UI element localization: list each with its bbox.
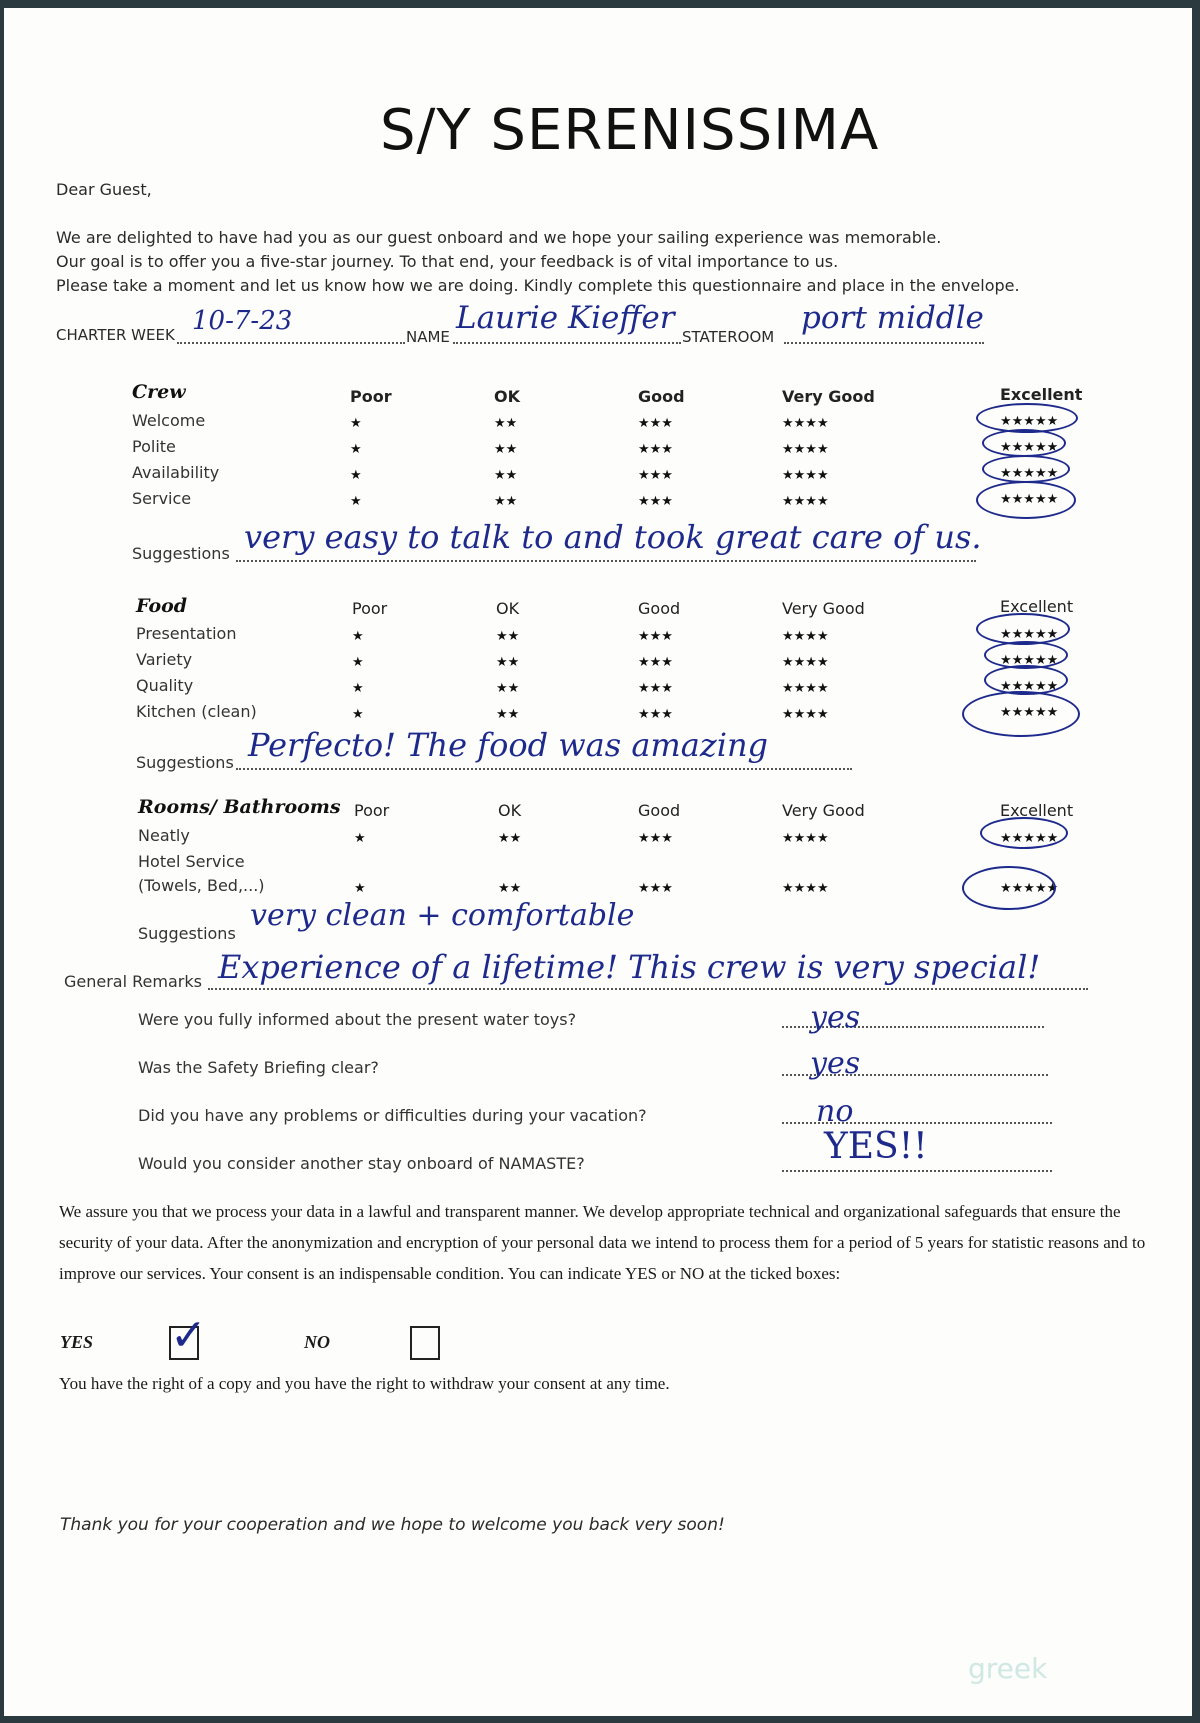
excellent-selection-circle [982, 455, 1070, 483]
crew-suggestions-value[interactable]: very easy to talk to and took great care of us. [244, 518, 982, 556]
rating-star-4[interactable]: ★★★★ [782, 415, 829, 430]
rating-star-1[interactable]: ★ [350, 493, 362, 508]
crew-suggestions-line [236, 560, 976, 562]
rating-star-3[interactable]: ★★★ [638, 706, 673, 721]
question-problems: Did you have any problems or difficulties during your vacation? [138, 1106, 647, 1125]
rating-star-5[interactable]: ★★★★★ [1000, 652, 1059, 667]
intro-line-3: Please take a moment and let us know how we are doing. Kindly complete this questionnaire and place in the envelope. [56, 276, 1020, 295]
rating-star-1[interactable]: ★ [352, 628, 364, 643]
rating-star-4[interactable]: ★★★★ [782, 654, 829, 669]
rating-star-2[interactable]: ★★ [494, 493, 518, 508]
rooms-col-ok: OK [498, 801, 522, 820]
crew-suggestions-label: Suggestions [132, 544, 230, 563]
rating-star-3[interactable]: ★★★ [638, 880, 673, 895]
food-col-very-good: Very Good [782, 599, 865, 618]
rating-star-2[interactable]: ★★ [496, 654, 520, 669]
excellent-selection-circle [962, 691, 1080, 737]
food-suggestions-line [236, 768, 852, 770]
thank-you-text: Thank you for your cooperation and we hope to welcome you back very soon! [60, 1515, 725, 1535]
rooms-suggestions-label: Suggestions [138, 924, 236, 943]
crew-col-ok: OK [494, 387, 520, 406]
intro-line-1: We are delighted to have had you as our guest onboard and we hope your sailing experience was memorable. [56, 228, 942, 247]
check-mark-icon: ✓ [170, 1310, 207, 1361]
page-title: S/Y SERENISSIMA [380, 98, 880, 163]
rating-star-4[interactable]: ★★★★ [782, 467, 829, 482]
rating-star-3[interactable]: ★★★ [638, 680, 673, 695]
stateroom-label: STATEROOM [682, 328, 775, 346]
rating-star-4[interactable]: ★★★★ [782, 830, 829, 845]
greek-watermark: greek [968, 1652, 1048, 1685]
rating-star-4[interactable]: ★★★★ [782, 493, 829, 508]
excellent-selection-circle [980, 817, 1068, 849]
feedback-form-page [4, 8, 1192, 1716]
rating-star-1[interactable]: ★ [352, 680, 364, 695]
charter-week-value[interactable]: 10-7-23 [192, 306, 293, 336]
name-label: NAME [406, 328, 450, 346]
consent-no-checkbox[interactable] [410, 1326, 440, 1360]
consent-no-label: NO [304, 1332, 330, 1352]
excellent-selection-circle [982, 429, 1066, 457]
rating-star-1[interactable]: ★ [354, 830, 366, 845]
rooms-row-towels-bed: (Towels, Bed,...) [138, 876, 265, 895]
answer-water-toys[interactable]: yes [810, 1000, 861, 1035]
rating-star-3[interactable]: ★★★ [638, 493, 673, 508]
consent-text: We assure you that we process your data in a lawful and transparent manner. We develop appropriate technical and organizational safeguards that ensure the security of your data. After the anonymization and encryption of your personal data we intend to process them for a period of 5 years for statistic reasons and to improve our services. Your consent is an indispensable condition. You can indicate YES or NO at the ticked boxes: [59, 1202, 1146, 1283]
rating-star-1[interactable]: ★ [350, 415, 362, 430]
rating-star-3[interactable]: ★★★ [638, 441, 673, 456]
answer-problems[interactable]: no [816, 1094, 854, 1129]
rating-star-5[interactable]: ★★★★★ [1000, 465, 1059, 480]
question-another-stay: Would you consider another stay onboard of NAMASTE? [138, 1154, 585, 1173]
rating-star-5[interactable]: ★★★★★ [1000, 830, 1059, 845]
name-value[interactable]: Laurie Kieffer [456, 300, 675, 336]
crew-row-polite: Polite [132, 437, 176, 456]
rooms-suggestions-value[interactable]: very clean + comfortable [250, 898, 635, 933]
food-section-title: Food [136, 595, 188, 617]
crew-row-welcome: Welcome [132, 411, 206, 430]
rooms-section-title: Rooms/ Bathrooms [138, 796, 341, 818]
food-row-kitchen: Kitchen (clean) [136, 702, 257, 721]
excellent-selection-circle [962, 866, 1059, 910]
rating-star-2[interactable]: ★★ [494, 467, 518, 482]
crew-row-service: Service [132, 489, 192, 508]
rating-star-5[interactable]: ★★★★★ [1000, 626, 1059, 641]
rating-star-3[interactable]: ★★★ [638, 628, 673, 643]
food-suggestions-label: Suggestions [136, 753, 234, 772]
answer-safety-briefing[interactable]: yes [810, 1046, 861, 1081]
consent-yes-label: YES [60, 1332, 94, 1352]
general-remarks-line [208, 988, 1088, 990]
rating-star-5[interactable]: ★★★★★ [1000, 439, 1059, 454]
excellent-selection-circle [976, 481, 1076, 519]
rating-star-2[interactable]: ★★ [496, 680, 520, 695]
charter-week-label: CHARTER WEEK [56, 326, 175, 344]
rating-star-5[interactable]: ★★★★★ [1000, 678, 1059, 693]
salutation: Dear Guest, [56, 180, 152, 199]
food-col-poor: Poor [352, 599, 388, 618]
crew-col-excellent: Excellent [1000, 385, 1083, 404]
crew-col-good: Good [638, 387, 685, 406]
rating-star-3[interactable]: ★★★ [638, 654, 673, 669]
question-water-toys: Were you fully informed about the present water toys? [138, 1010, 577, 1029]
rating-star-3[interactable]: ★★★ [638, 830, 673, 845]
intro-line-2: Our goal is to offer you a five-star journey. To that end, your feedback is of vital importance to us. [56, 252, 839, 271]
charter-week-line [177, 342, 405, 344]
rating-star-5[interactable]: ★★★★★ [1000, 491, 1059, 506]
rating-star-2[interactable]: ★★ [498, 880, 522, 895]
rating-star-4[interactable]: ★★★★ [782, 706, 829, 721]
rating-star-1[interactable]: ★ [352, 706, 364, 721]
food-row-presentation: Presentation [136, 624, 237, 643]
rating-star-1[interactable]: ★ [350, 467, 362, 482]
rating-star-5[interactable]: ★★★★★ [1000, 880, 1059, 895]
rating-star-2[interactable]: ★★ [496, 706, 520, 721]
crew-col-very-good: Very Good [782, 387, 875, 406]
stateroom-value[interactable]: port middle [801, 300, 984, 336]
rating-star-4[interactable]: ★★★★ [782, 628, 829, 643]
rooms-col-very-good: Very Good [782, 801, 865, 820]
food-row-variety: Variety [136, 650, 193, 669]
rating-star-3[interactable]: ★★★ [638, 467, 673, 482]
crew-col-poor: Poor [350, 387, 392, 406]
rooms-col-good: Good [638, 801, 681, 820]
rating-star-4[interactable]: ★★★★ [782, 680, 829, 695]
rating-star-2[interactable]: ★★ [494, 415, 518, 430]
crew-row-availability: Availability [132, 463, 220, 482]
rating-star-2[interactable]: ★★ [498, 830, 522, 845]
rating-star-1[interactable]: ★ [354, 880, 366, 895]
rooms-col-poor: Poor [354, 801, 390, 820]
rating-star-5[interactable]: ★★★★★ [1000, 704, 1059, 719]
question-safety-briefing: Was the Safety Briefing clear? [138, 1058, 379, 1077]
rooms-row-neatly: Neatly [138, 826, 190, 845]
food-suggestions-value[interactable]: Perfecto! The food was amazing [248, 726, 769, 764]
rating-star-4[interactable]: ★★★★ [782, 880, 829, 895]
rating-star-5[interactable]: ★★★★★ [1000, 413, 1059, 428]
rooms-col-excellent: Excellent [1000, 801, 1074, 820]
answer-another-stay[interactable]: YES!! [824, 1126, 928, 1167]
answer-line [782, 1170, 1052, 1172]
food-col-excellent: Excellent [1000, 597, 1074, 616]
food-row-quality: Quality [136, 676, 194, 695]
general-remarks-label: General Remarks [64, 972, 202, 991]
rating-star-2[interactable]: ★★ [496, 628, 520, 643]
rating-star-2[interactable]: ★★ [494, 441, 518, 456]
consent-rights-text: You have the right of a copy and you have the right to withdraw your consent at any time. [59, 1374, 670, 1393]
name-line [453, 342, 681, 344]
rating-star-3[interactable]: ★★★ [638, 415, 673, 430]
food-col-good: Good [638, 599, 681, 618]
rooms-row-hotel-service: Hotel Service [138, 852, 245, 871]
food-col-ok: OK [496, 599, 520, 618]
rating-star-1[interactable]: ★ [350, 441, 362, 456]
crew-section-title: Crew [132, 381, 186, 403]
stateroom-line [784, 342, 984, 344]
general-remarks-value[interactable]: Experience of a lifetime! This crew is very special! [218, 948, 1041, 986]
rating-star-1[interactable]: ★ [352, 654, 364, 669]
rating-star-4[interactable]: ★★★★ [782, 441, 829, 456]
